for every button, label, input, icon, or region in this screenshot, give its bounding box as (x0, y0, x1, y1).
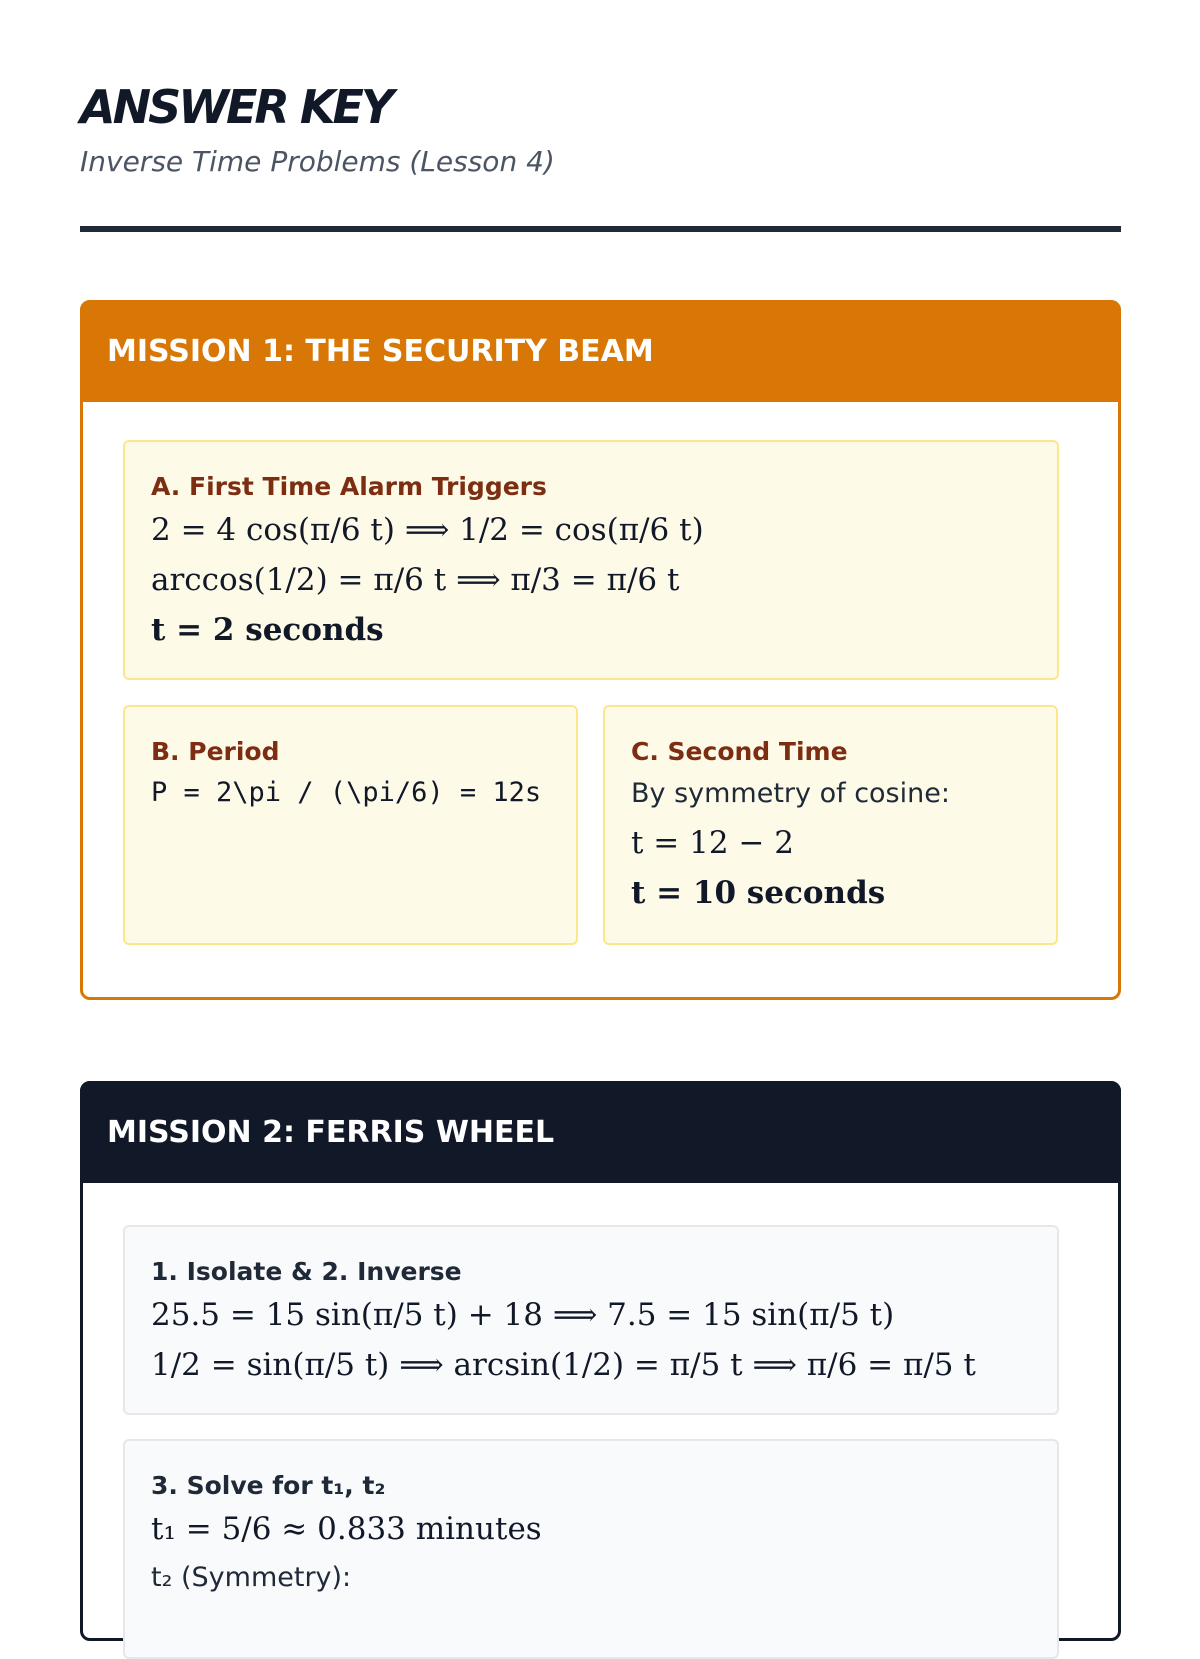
step-3-line-2: t₂ (Symmetry): (151, 1562, 352, 1593)
part-a-box (123, 440, 1059, 680)
part-b-heading: B. Period (151, 737, 280, 766)
step-3-box (123, 1439, 1059, 1659)
step-1-2-heading: 1. Isolate & 2. Inverse (151, 1257, 462, 1286)
mission-1-card (80, 300, 1121, 1000)
step-1-2-box (123, 1225, 1059, 1415)
part-a-line-1: 2 = 4 cos(π/6 t) ⟹ 1/2 = cos(π/6 t) (151, 512, 704, 548)
part-a-line-2: arccos(1/2) = π/6 t ⟹ π/3 = π/6 t (151, 562, 680, 598)
part-c-heading: C. Second Time (631, 737, 848, 766)
part-c-note: By symmetry of cosine: (631, 778, 950, 809)
step-3-line-1: t₁ = 5/6 ≈ 0.833 minutes (151, 1511, 542, 1547)
part-b-box (123, 705, 578, 945)
step-1-2-line-1: 25.5 = 15 sin(π/5 t) + 18 ⟹ 7.5 = 15 sin(π/5 t) (151, 1297, 895, 1333)
header-divider (80, 226, 1121, 232)
mission-2-card (80, 1081, 1121, 1641)
part-b-formula: P = 2\pi / (\pi/6) = 12s (151, 777, 542, 808)
part-a-result: t = 2 seconds (151, 612, 384, 648)
step-1-2-line-2: 1/2 = sin(π/5 t) ⟹ arcsin(1/2) = π/5 t ⟹ π/6 = π/5 t (151, 1347, 976, 1383)
step-3-heading: 3. Solve for t₁, t₂ (151, 1471, 386, 1500)
part-c-box (603, 705, 1058, 945)
part-c-result: t = 10 seconds (631, 875, 886, 911)
part-a-heading: A. First Time Alarm Triggers (151, 472, 547, 501)
page-title: ANSWER KEY (80, 80, 392, 134)
mission-1-title: MISSION 1: THE SECURITY BEAM (80, 300, 1121, 402)
mission-2-title: MISSION 2: FERRIS WHEEL (80, 1081, 1121, 1183)
page-subtitle: Inverse Time Problems (Lesson 4) (80, 145, 555, 178)
part-c-line-1: t = 12 − 2 (631, 825, 794, 861)
